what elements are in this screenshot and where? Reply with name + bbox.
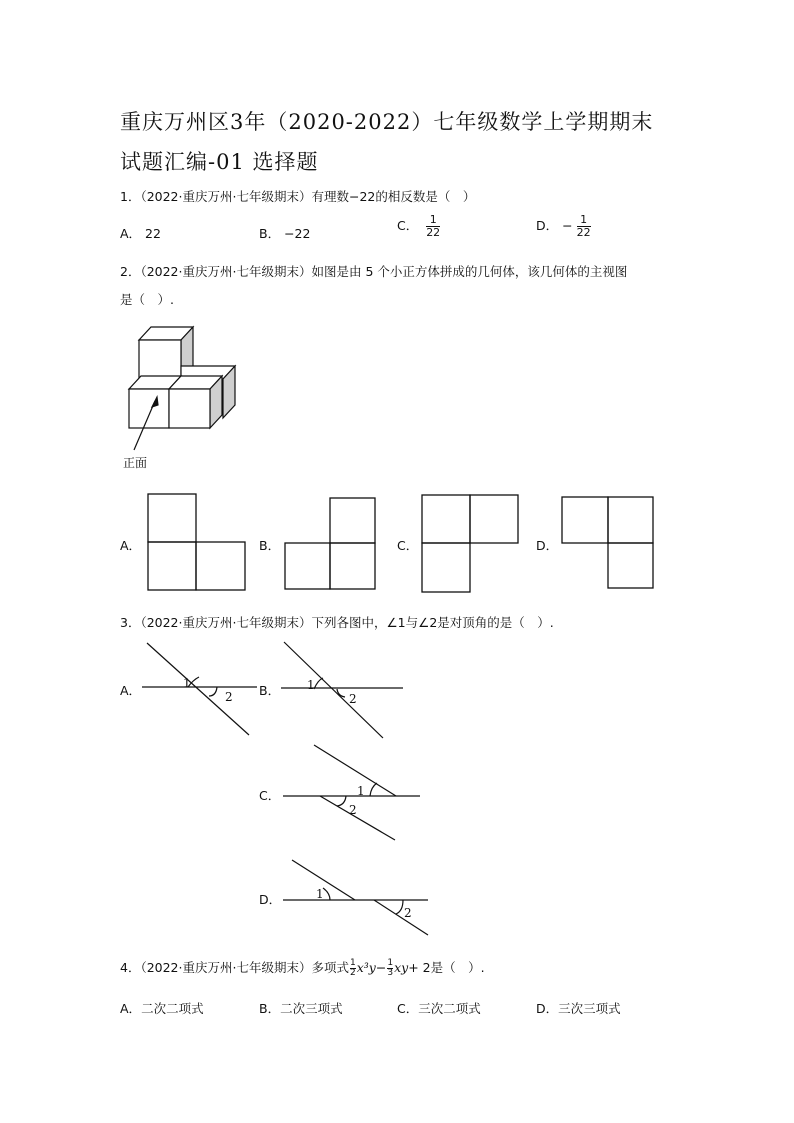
fraction-numerator: 1 [426, 214, 440, 227]
option-text: −22 [284, 226, 311, 241]
question-stem-tail: 是（ ）. [430, 960, 485, 975]
question-stem: 如图是由 5 个小正方体拼成的几何体，该几何体的主视图 [311, 264, 628, 279]
question-number: 2． [120, 264, 141, 279]
fraction-denominator: 22 [426, 226, 441, 239]
angle-1-label: 1 [307, 678, 315, 692]
question-stem: 多项式 [311, 960, 349, 975]
doc-title-line1: 重庆万州区3年（2020-2022）七年级数学上学期期末 [120, 110, 654, 134]
option-label: C． [397, 1001, 419, 1016]
q3-option-c-label[interactable]: C． [259, 788, 281, 803]
q2-option-d-label[interactable]: D． [536, 538, 559, 553]
question-number: 3． [120, 615, 141, 630]
option-text: 二次二项式 [141, 1001, 204, 1016]
angle-1-label: 1 [357, 784, 365, 798]
option-b-angle-figure [281, 642, 403, 738]
q3-option-a-label[interactable]: A． [120, 683, 142, 698]
q4-option-b[interactable] [259, 999, 343, 1017]
option-c-angle-figure [283, 745, 420, 840]
angle-2-label: 2 [349, 692, 357, 706]
option-text: 22 [145, 226, 161, 241]
fraction-denominator: 2 [349, 968, 356, 978]
option-label: D． [536, 1001, 559, 1016]
option-label: B． [259, 1001, 281, 1016]
doc-title-line2: 试题汇编-01 选择题 [120, 150, 319, 174]
option-d-angle-figure [283, 860, 428, 935]
math-value: −22 [348, 189, 376, 204]
minus-sign: − [562, 218, 573, 233]
question-number: 1． [120, 189, 141, 204]
option-a-angle-figure [142, 643, 257, 735]
question-source: （2022·重庆万州·七年级期末） [140, 615, 312, 630]
fraction-numerator: 1 [387, 958, 394, 968]
question-4 [120, 958, 485, 978]
option-label: A． [120, 1001, 142, 1016]
option-text: 二次三项式 [280, 1001, 343, 1016]
question-source: （2022·重庆万州·七年级期末） [140, 960, 312, 975]
fraction [387, 959, 393, 978]
fraction-numerator: 1 [577, 214, 591, 227]
question-source: （2022·重庆万州·七年级期末） [140, 189, 312, 204]
fraction [350, 959, 356, 978]
question-number: 4． [120, 960, 141, 975]
angle-1-label: 1 [316, 887, 324, 901]
question-2-line2: 是（ ）. [120, 292, 174, 307]
front-label: 正面 [123, 456, 148, 470]
option-label: D． [536, 218, 559, 233]
fraction-denominator: 22 [576, 226, 591, 239]
q3-option-b-label[interactable]: B． [259, 683, 281, 698]
question-stem: 下列各图中，∠1与∠2是对顶角的是（ ）. [311, 615, 554, 630]
question-source: （2022·重庆万州·七年级期末） [140, 264, 312, 279]
q2-option-a-label[interactable]: A． [120, 538, 142, 553]
q2-option-b-label[interactable]: B． [259, 538, 281, 553]
q3-option-d-label[interactable]: D． [259, 892, 282, 907]
question-stem-tail: 的相反数是（ ） [375, 189, 476, 204]
angle-1-label: 1 [183, 676, 191, 690]
q4-option-a[interactable] [120, 999, 204, 1017]
math-term: + 2 [408, 960, 431, 975]
math-term: x³y [356, 960, 376, 975]
option-text: 三次二项式 [418, 1001, 481, 1016]
fraction-denominator: 3 [387, 968, 394, 978]
option-text: 三次三项式 [558, 1001, 621, 1016]
math-term: xy [394, 960, 409, 975]
minus-sign: − [375, 960, 387, 975]
angle-2-label: 2 [225, 690, 233, 704]
q2-option-c-label[interactable]: C． [397, 538, 419, 553]
angle-2-label: 2 [404, 906, 412, 920]
question-stem: 有理数 [311, 189, 349, 204]
option-label: C． [397, 218, 419, 233]
option-label: B． [259, 226, 281, 241]
angle-2-label: 2 [349, 803, 357, 817]
q4-option-d[interactable] [536, 999, 621, 1017]
option-label: A． [120, 226, 142, 241]
fraction-numerator: 1 [349, 958, 356, 968]
q4-option-c[interactable] [397, 999, 481, 1017]
